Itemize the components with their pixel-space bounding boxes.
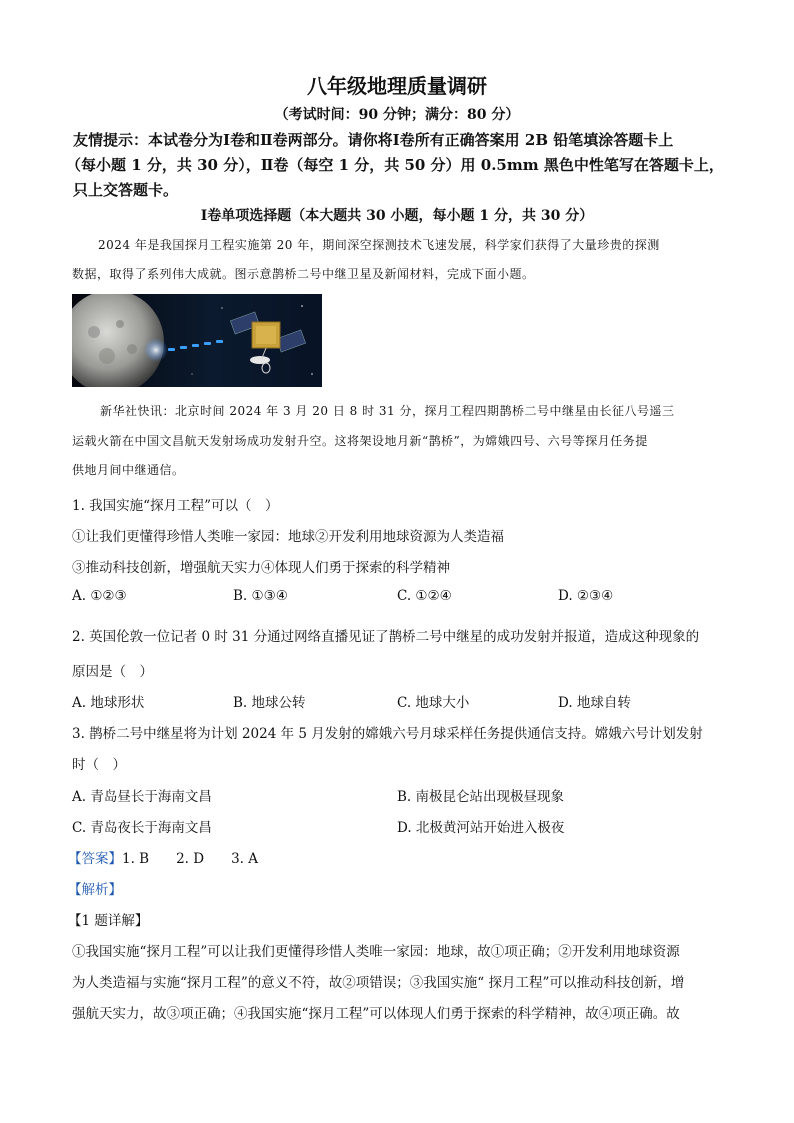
tip-line-3: 只上交答题卡。 <box>73 181 179 199</box>
question-3-stem-line-2: 时（ ） <box>72 757 126 773</box>
detail-line-1: ①我国实施“探月工程”可以让我们更懂得珍惜人类唯一家园：地球，故①项正确；②开发利用地球资源 <box>72 944 680 960</box>
question-1-item-line-1: ①让我们更懂得珍惜人类唯一家园：地球②开发利用地球资源为人类造福 <box>72 529 504 545</box>
question-2-option-b: B. 地球公转 <box>233 695 306 711</box>
question-2-option-a: A. 地球形状 <box>72 695 145 711</box>
exam-info: （考试时间：90 分钟；满分：80 分） <box>274 107 520 123</box>
answer-values: 1. B 2. D 3. A <box>122 851 259 867</box>
detail-line-2: 为人类造福与实施“探月工程”的意义不符，故②项错误；③我国实施“ 探月工程”可以推动科技创新，增 <box>72 975 685 991</box>
question-3-stem-line-1: 3. 鹊桥二号中继星将为计划 2024 年 5 月发射的嫦娥六号月球采样任务提供通信支持。嫦娥六号计划发射 <box>72 726 703 742</box>
news-line-3: 供地月间中继通信。 <box>72 463 185 477</box>
tip-line-2: （每小题 1 分，共 30 分），Ⅱ卷（每空 1 分，共 50 分）用 0.5mm 黑色中性笔写在答题卡上， <box>66 156 724 174</box>
question-3-option-c: C. 青岛夜长于海南文昌 <box>72 820 212 836</box>
question-1-stem: 1. 我国实施“探月工程”可以（ ） <box>72 498 279 514</box>
relay-satellite-illustration <box>72 294 322 387</box>
relay-satellite-image <box>72 294 322 387</box>
section-heading: Ⅰ卷单项选择题（本大题共 30 小题，每小题 1 分，共 30 分） <box>200 208 594 224</box>
question-1-option-b: B. ①③④ <box>233 588 288 604</box>
news-line-2: 运载火箭在中国文昌航天发射场成功发射升空。这将架设地月新“鹊桥”，为嫦娥四号、六号等探月任务提 <box>72 434 648 448</box>
question-1-option-d: D. ②③④ <box>558 588 614 604</box>
question-2-stem-line-1: 2. 英国伦敦一位记者 0 时 31 分通过网络直播见证了鹊桥二号中继星的成功发射并报道，造成这种现象的 <box>72 629 700 645</box>
detail-label: 【1 题详解】 <box>68 913 149 929</box>
news-line-1: 新华社快讯：北京时间 2024 年 3 月 20 日 8 时 31 分，探月工程四期鹊桥二号中继星由长征八号遥三 <box>100 404 675 418</box>
question-2-stem-line-2: 原因是（ ） <box>72 664 153 680</box>
intro-line-1: 2024 年是我国探月工程实施第 20 年，期间深空探测技术飞速发展，科学家们获得了大量珍贵的探测 <box>98 238 660 252</box>
tip-line-1: 友情提示：本试卷分为Ⅰ卷和Ⅱ卷两部分。请你将Ⅰ卷所有正确答案用 2B 铅笔填涂答题卡上 <box>73 131 674 149</box>
question-2-option-c: C. 地球大小 <box>397 695 470 711</box>
page-title: 八年级地理质量调研 <box>307 74 487 98</box>
question-3-option-d: D. 北极黄河站开始进入极夜 <box>397 820 565 836</box>
answer-row <box>68 847 258 867</box>
question-1-option-a: A. ①②③ <box>72 588 127 604</box>
question-3-option-b: B. 南极昆仑站出现极昼现象 <box>397 789 565 805</box>
answer-label: 【答案】 <box>68 851 122 867</box>
question-1-item-line-2: ③推动科技创新，增强航天实力④体现人们勇于探索的科学精神 <box>72 560 450 576</box>
question-2-option-d: D. 地球自转 <box>558 695 631 711</box>
analysis-label: 【解析】 <box>68 882 122 898</box>
question-3-option-a: A. 青岛昼长于海南文昌 <box>72 789 212 805</box>
question-1-option-c: C. ①②④ <box>397 588 452 604</box>
intro-line-2: 数据，取得了系列伟大成就。图示意鹊桥二号中继卫星及新闻材料，完成下面小题。 <box>72 267 535 281</box>
detail-line-3: 强航天实力，故③项正确；④我国实施“探月工程”可以体现人们勇于探索的科学精神，故④项正确。故 <box>72 1006 680 1022</box>
